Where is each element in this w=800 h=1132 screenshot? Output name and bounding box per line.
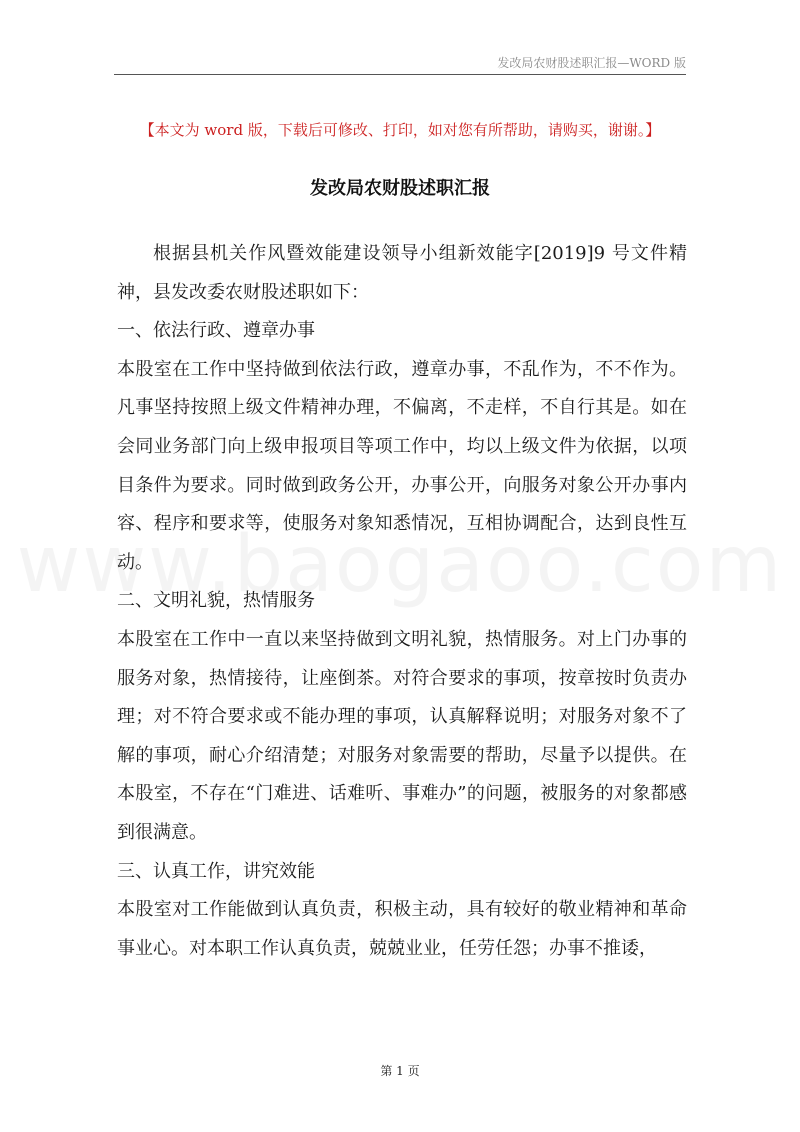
paragraph-section-1: 本股室在工作中坚持做到依法行政，遵章办事，不乱作为，不不作为。凡事坚持按照上级文件精神办理，不偏离，不走样，不自行其是。如在会同业务部门向上级申报项目等项工作中，均以上级文件为依据，以项目条件为要求。同时做到政务公开，办事公开，向服务对象公开办事内容、程序和要求等，使服务对象知悉情况，互相协调配合，达到良性互动。	[117, 358, 687, 573]
page-number: 第 1 页	[380, 1064, 420, 1078]
paragraph-section-2: 本股室在工作中一直以来坚持做到文明礼貌，热情服务。对上门办事的服务对象，热情接待，让座倒茶。对符合要求的事项，按章按时负责办理；对不符合要求或不能办理的事项，认真解释说明；对服务对象不了解的事项，耐心介绍清楚；对服务对象需要的帮助，尽量予以提供。在本股室，不存在“门难进、话难听、事难办”的问题，被服务的对象都感到很满意。	[117, 628, 687, 843]
header-divider	[114, 74, 686, 75]
purchase-notice: 【本文为 word 版，下载后可修改、打印，如对您有所帮助，请购买，谢谢。】	[139, 121, 661, 139]
section-heading-3: 三、认真工作，讲究效能	[117, 860, 315, 882]
paragraph-section-3: 本股室对工作能做到认真负责，积极主动，具有较好的敬业精神和革命事业心。对本职工作认真负责，兢兢业业，任劳任怨；办事不推诿，	[117, 899, 687, 959]
running-header: 发改局农财股述职汇报—WORD 版	[497, 56, 686, 70]
document-title: 发改局农财股述职汇报	[310, 178, 490, 199]
document-body	[117, 235, 687, 968]
section-heading-2: 二、文明礼貌，热情服务	[117, 590, 315, 612]
paragraph-intro: 根据县机关作风暨效能建设领导小组新效能字[2019]9 号文件精神，县发改委农财股述职如下：	[117, 243, 687, 303]
section-heading-1: 一、依法行政、遵章办事	[117, 320, 315, 342]
